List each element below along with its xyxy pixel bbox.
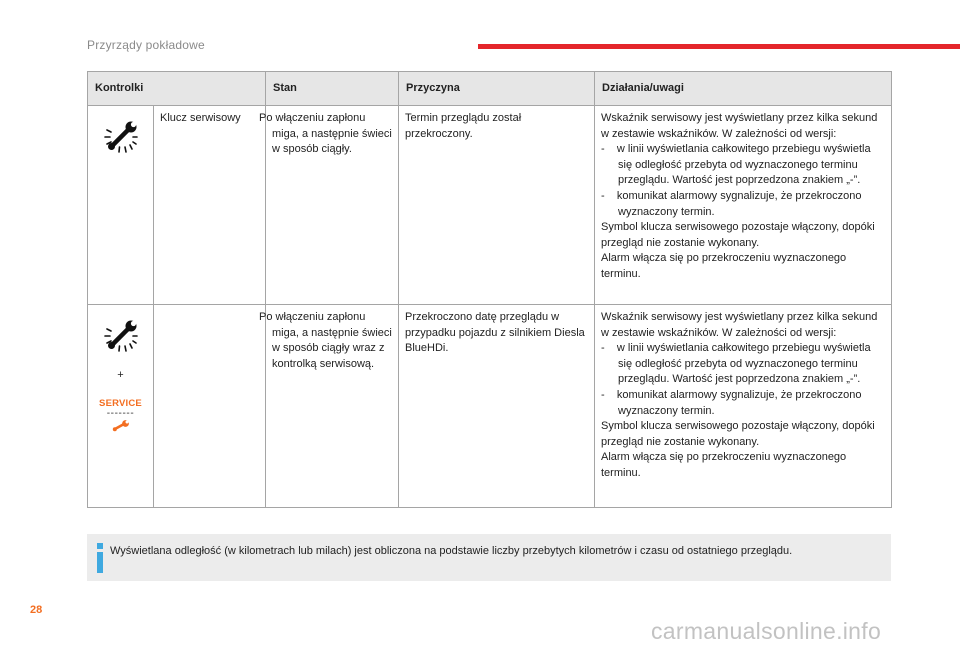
actions-cell bbox=[595, 305, 892, 508]
service-light-icon bbox=[94, 398, 147, 432]
state-text: Po włączeniu zapłonu miga, a następnie świeci w sposób ciągły wraz z kontrolką serwisową. bbox=[266, 305, 399, 508]
header-accent-bar bbox=[478, 44, 960, 49]
wrench-warning-icon bbox=[98, 117, 144, 159]
actions-list-item: - komunikat alarmowy sygnalizuje, że przekroczono wyznaczony termin. bbox=[601, 189, 862, 218]
column-header-dzialania: Działania/uwagi bbox=[595, 72, 892, 106]
cause-text: Przekroczono datę przeglądu w przypadku pojazdu z silnikiem Diesla BlueHDi. bbox=[399, 305, 595, 508]
column-header-kontrolki: Kontrolki bbox=[88, 72, 266, 106]
actions-list-item: - komunikat alarmowy sygnalizuje, że przekroczono wyznaczony termin. bbox=[601, 388, 862, 417]
state-text: Po włączeniu zapłonu miga, a następnie świeci w sposób ciągły. bbox=[266, 106, 399, 305]
actions-cell bbox=[595, 106, 892, 305]
icon-cell bbox=[88, 305, 154, 508]
actions-note: Symbol klucza serwisowego pozostaje włączony, dopóki przegląd nie zostanie wykonany. bbox=[601, 221, 875, 249]
warning-lights-table bbox=[87, 71, 892, 508]
actions-note: Symbol klucza serwisowego pozostaje włączony, dopóki przegląd nie zostanie wykonany. bbox=[601, 420, 875, 448]
actions-list-item: - w linii wyświetlania całkowitego przebiegu wyświetla się odległość przebyta od wyznaczonego terminu przeglądu. Wartość jest poprzedzona znakiem „-”. bbox=[601, 143, 871, 187]
warning-light-name: Klucz serwisowy bbox=[154, 106, 266, 305]
info-note-text: Wyświetlana odległość (w kilometrach lub milach) jest obliczona na podstawie liczby przebytych kilometrów i czasu od ostatniego przeglądu. bbox=[110, 545, 793, 557]
actions-note: Alarm włącza się po przekroczeniu wyznaczonego terminu. bbox=[601, 252, 847, 280]
cause-text: Termin przeglądu został przekroczony. bbox=[399, 106, 595, 305]
warning-light-name bbox=[154, 305, 266, 508]
column-header-przyczyna: Przyczyna bbox=[399, 72, 595, 106]
watermark-text: carmanualsonline.info bbox=[651, 618, 882, 644]
actions-note: Alarm włącza się po przekroczeniu wyznaczonego terminu. bbox=[601, 451, 847, 479]
actions-list-item: - w linii wyświetlania całkowitego przebiegu wyświetla się odległość przebyta od wyznaczonego terminu przeglądu. Wartość jest poprzedzona znakiem „-”. bbox=[601, 342, 871, 386]
column-header-stan: Stan bbox=[266, 72, 399, 106]
service-dashes: ------- bbox=[106, 407, 135, 419]
section-title: Przyrządy pokładowe bbox=[87, 38, 205, 52]
table-row bbox=[88, 305, 892, 508]
table-header-row bbox=[88, 72, 892, 106]
wrench-warning-icon bbox=[98, 316, 144, 358]
icon-cell bbox=[88, 106, 154, 305]
table-row bbox=[88, 106, 892, 305]
service-label: SERVICE bbox=[99, 397, 142, 409]
info-note-box bbox=[87, 534, 891, 581]
actions-intro: Wskaźnik serwisowy jest wyświetlany przez kilka sekund w zestawie wskaźników. W zależności od wersji: bbox=[601, 311, 878, 339]
info-icon bbox=[97, 543, 103, 573]
page-number: 28 bbox=[30, 604, 43, 616]
plus-sign: + bbox=[117, 369, 124, 381]
service-wrench-icon bbox=[112, 420, 130, 432]
actions-intro: Wskaźnik serwisowy jest wyświetlany przez kilka sekund w zestawie wskaźników. W zależności od wersji: bbox=[601, 112, 878, 140]
